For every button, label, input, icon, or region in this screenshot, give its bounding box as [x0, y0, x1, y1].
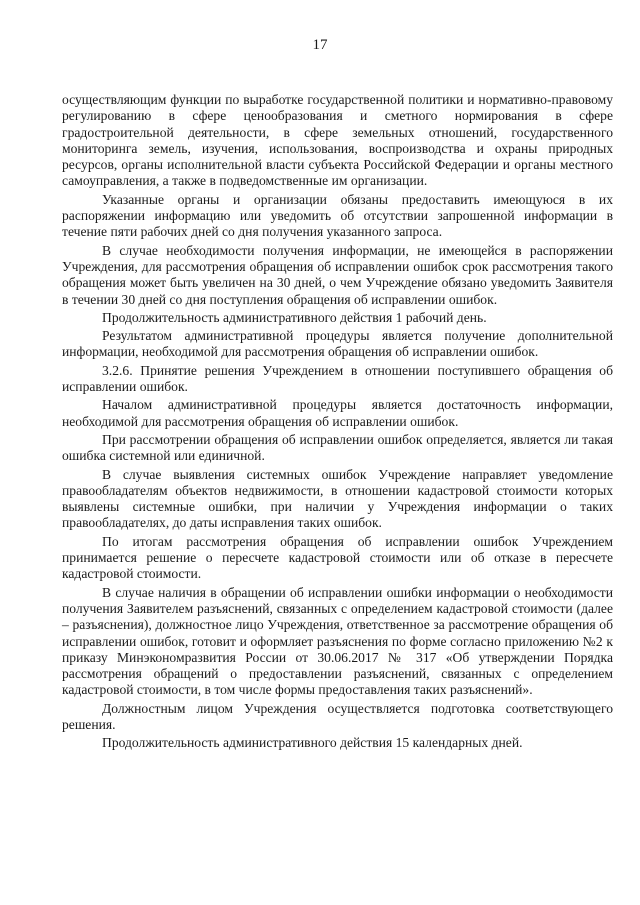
paragraph-term-extension: В случае необходимости получения информации, не имеющейся в распоряжении Учреждения, для рассмотрения обращения об исправлении ошибок срок рассмотрения такого обращения может быть увеличен на 30 дней, о чем Учреждение обязано уведомить Заявителя в течении 30 дней со дня поступления обращения об исправлении ошибок. — [62, 242, 613, 307]
document-body — [62, 92, 613, 752]
paragraph-explanations: В случае наличия в обращении об исправлении ошибки информации о необходимости получения Заявителем разъяснений, связанных с определением кадастровой стоимости (далее – разъяснения), должностное лицо Учреждения, ответственное за рассмотрение обращения об исправлении ошибок, готовит и оформляет разъяснения по форме согласно приложению №2 к приказу Минэкономразвития России от 30.06.2017 № 317 «Об утверждении Порядка рассмотрения обращений о предоставлении разъяснений, связанных с определением кадастровой стоимости, в том числе формы предоставления таких разъяснений». — [62, 584, 613, 698]
paragraph-duration-1-day: Продолжительность административного действия 1 рабочий день. — [102, 309, 487, 325]
page-number: 17 — [312, 37, 328, 53]
paragraph-agencies-list: осуществляющим функции по выработке государственной политики и нормативно-правовому регулированию в сфере ценообразования и сметного нормирования в сфере градостроительной деятельности, в сфере земельных отношений, государственного мониторинга земель, изучения, использования, воспроизводства и охраны природных ресурсов, органы исполнительной власти субъекта Российской Федерации и органы местного самоуправления, а также в подведомственные им организации. — [62, 92, 613, 189]
paragraph-decision: По итогам рассмотрения обращения об исправлении ошибок Учреждением принимается решение о пересчете кадастровой стоимости или об отказе в пересчете кадастровой стоимости. — [62, 533, 613, 582]
paragraph-systemic-errors: В случае выявления системных ошибок Учреждение направляет уведомление правообладателям объектов недвижимости, в отношении кадастровой стоимости которых выявлены системные ошибки, при наличии у Учреждения информации о таких правообладателях, до даты исправления таких ошибок. — [62, 466, 613, 531]
paragraph-decision-preparation: Должностным лицом Учреждения осуществляется подготовка соответствующего решения. — [62, 700, 613, 732]
paragraph-error-type: При рассмотрении обращения об исправлении ошибок определяется, является ли такая ошибка системной или единичной. — [62, 431, 613, 464]
paragraph-section-3-2-6: 3.2.6. Принятие решения Учреждением в отношении поступившего обращения об исправлении ошибок. — [62, 362, 613, 395]
paragraph-procedure-start: Началом административной процедуры является достаточность информации, необходимой для рассмотрения обращения об исправлении ошибок. — [62, 397, 613, 429]
paragraph-procedure-result: Результатом административной процедуры является получение дополнительной информации, необходимой для рассмотрения обращения об исправлении ошибок. — [62, 328, 613, 360]
paragraph-duration-15-days: Продолжительность административного действия 15 календарных дней. — [102, 735, 523, 751]
paragraph-obligation-to-provide: Указанные органы и организации обязаны предоставить имеющуюся в их распоряжении информацию или уведомить об отсутствии запрошенной информации в течение пяти рабочих дней со дня получения указанного запроса. — [62, 191, 613, 240]
